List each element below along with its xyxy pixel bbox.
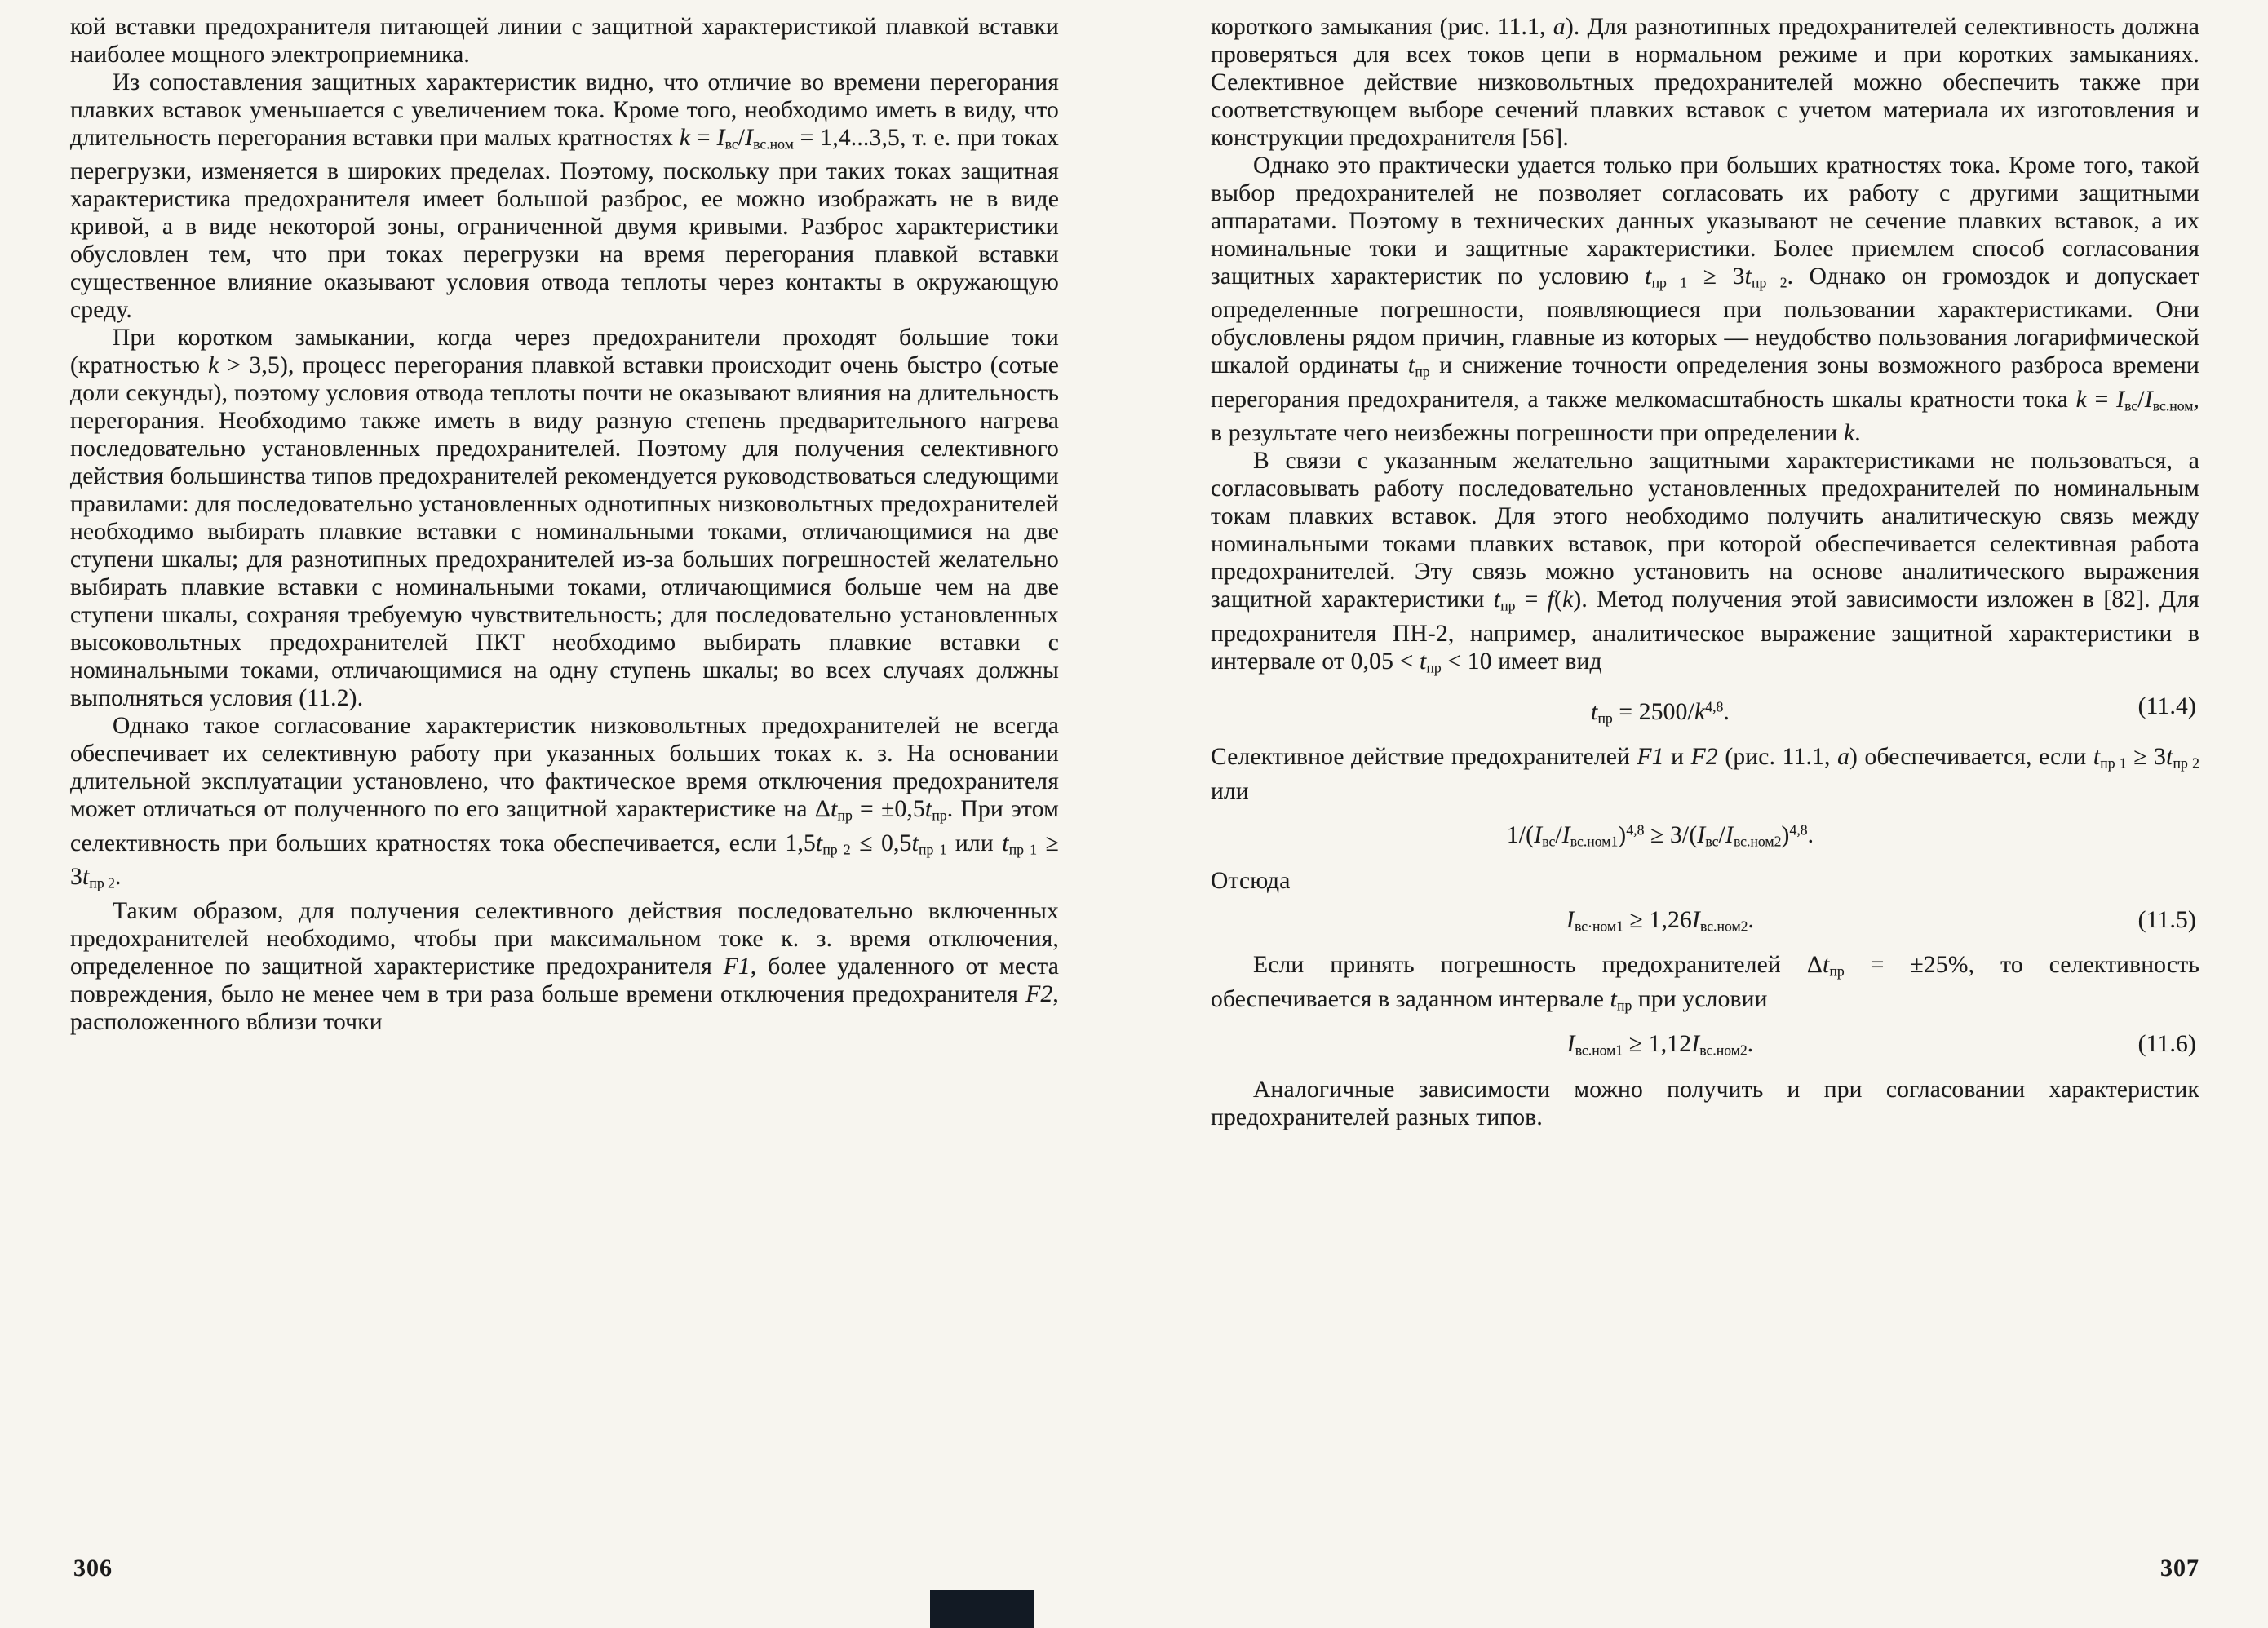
equation-body: $1/(I_{вс}/I_{вс.ном1})^{4,8} \ge 3/(I_{вс}/I_{вс.ном2})^{4,8}$.: [1506, 821, 1814, 850]
page-number-left: 306: [73, 1555, 113, 1582]
equation-body: $I_{вс\cdot ном1} \ge 1,26I_{вс.ном2}$.: [1566, 906, 1755, 935]
scan-artifact-mark: [930, 1590, 1034, 1628]
equation-11-4: [1211, 692, 2199, 732]
equation-number: (11.6): [2137, 1031, 2196, 1058]
paragraph: короткого замыкания (рис. 11.1, а). Для разнотипных предохранителей селективность должна проверяться для всех токов цепи в нормальном режиме и при коротких замыканиях. Селективное действие низковольтных предохранителей можно обеспечить также при соответствующем выборе сечений плавких вставок с учетом материала их изготовления и конструкции предохранителя [56].: [1211, 14, 2199, 151]
equation-number: (11.5): [2137, 906, 2196, 933]
paragraph: Однако это практически удается только при больших кратностях тока. Кроме того, такой выбор предохранителей не позволяет согласовать их работу с другими защитными аппаратами. Поэтому в технических данных указывают не сечение плавких вставок, а их номинальные токи и защитные характеристики. Более приемлем способ согласования защитных характеристик по условию $t_{пр 1} \ge 3t_{пр 2}$. Однако он громоздок и допускает определенные погрешности, появляющиеся при пользовании характеристиками. Они обусловлены рядом причин, главные из которых — неудобство пользования логарифмической шкалой ординаты $t_{пр}$ и снижение точности определения зоны возможного разброса времени перегорания предохранителя, а также мелкомасштабность шкалы кратности тока $k = I_{вс}/I_{вс.ном}$, в результате чего неизбежны погрешности при определении k.: [1211, 153, 2200, 447]
paragraph: Однако такое согласование характеристик низковольтных предохранителей не всегда обеспечивает их селективную работу при указанных больших токах к. з. На основании длительной эксплуатации установлено, что фактическое время отключения предохранителя может отличаться от полученного по его защитной характеристике на $\Delta t_{пр} = \pm 0,5t_{пр}$. При этом селективность при больших кратностях тока обеспечивается, если $1,5t_{пр 2} \le 0,5t_{пр 1}$ или $t_{пр 1} \ge 3t_{пр 2}$.: [70, 713, 1060, 891]
paragraph: В связи с указанным желательно защитными характеристиками не пользоваться, а согласовывать работу последовательно установленных предохранителей по номинальным токам плавких вставок. Для этого необходимо получить аналитическую связь между номинальными токами плавких вставок, при которой обеспечивается селективная работа предохранителей. Эту связь можно установить на основе аналитического выражения защитной характеристики $t_{пр} = f(k)$. Метод получения этой зависимости изложен в [82]. Для предохранителя ПН-2, например, аналитическое выражение защитной характеристики в интервале от $0,05 < t_{пр} < 10$ имеет вид: [1211, 448, 2199, 676]
equation-11-5: [1211, 906, 2199, 940]
paragraph: Если принять погрешность предохранителей $\Delta t_{пр} = \pm 25\%$, то селективность обеспечивается в заданном интервале $t_{пр}$ при условии: [1211, 952, 2199, 1014]
page-right: [1211, 13, 2199, 1131]
paragraph: При коротком замыкании, когда через предохранители проходят большие токи (кратностью k > 3,5), процесс перегорания плавкой вставки происходит очень быстро (сотые доли секунды), поэтому условия отвода теплоты почти не оказывают влияния на длительность перегорания. Необходимо также иметь в виду разную степень предварительного нагрева последовательно установленных предохранителей. Поэтому для получения селективного действия большинства типов предохранителей рекомендуется руководствоваться следующими правилами: для последовательно установленных однотипных низковольтных предохранителей необходимо выбирать плавкие вставки с номинальными токами, отличающимися на две ступени шкалы; для разнотипных предохранителей из-за больших погрешностей желательно выбирать плавкие вставки с номинальными токами, отличающимися больше чем на две ступени шкалы, сохраняя требуемую чувствительность; для последовательно установленных высоковольтных предохранителей ПКТ необходимо выбирать плавкие вставки с номинальными токами, отличающимися на одну ступень шкалы; во всех случаях должны выполняться условия (11.2).: [70, 325, 1059, 712]
paragraph: Аналогичные зависимости можно получить и при согласовании характеристик предохранителей разных типов.: [1211, 1076, 2199, 1130]
equation-number: (11.4): [2137, 693, 2196, 720]
equation-body: $t_{пр} = 2500/k^{4,8}$.: [1591, 698, 1730, 727]
equation-11-6: [1211, 1030, 2199, 1064]
paragraph: Отсюда: [1211, 867, 1291, 894]
paragraph: Из сопоставления защитных характеристик видно, что отличие во времени перегорания плавких вставок уменьшается с увеличением тока. Кроме того, необходимо иметь в виду, что длительность перегорания вставки при малых кратностях $k = I_{вс}/I_{вс.ном} = 1,4...3,5$, т. е. при токах перегрузки, изменяется в широких пределах. Поэтому, поскольку при таких токах защитная характеристика предохранителя имеет большой разброс, ее можно изображать не в виде кривой, а в виде некоторой зоны, ограниченной двумя кривыми. Разброс характеристики обусловлен тем, что при токах перегрузки на время перегорания плавкой вставки существенное влияние оказывают условия отвода теплоты через контакты в окружающую среду.: [70, 69, 1059, 324]
paragraph: Селективное действие предохранителей F1 и F2 (рис. 11.1, а) обеспечивается, если $t_{пр 1} \ge 3t_{пр 2}$ или: [1211, 744, 2199, 804]
page-number-right: 307: [2160, 1555, 2199, 1582]
paragraph: Таким образом, для получения селективного действия последовательно включенных предохранителей необходимо, чтобы при максимальном токе к. з. время отключения, определенное по защитной характеристике предохранителя F1, более удаленного от места повреждения, было не менее чем в три раза больше времени отключения предохранителя F2, расположенного вблизи точки: [70, 897, 1059, 1035]
equation-body: $I_{вс.ном1} \ge 1,12I_{вс.ном2}$.: [1566, 1031, 1754, 1059]
equation-unnumbered: [1211, 816, 2199, 856]
paragraph: кой вставки предохранителя питающей линии с защитной характеристикой плавкой вставки наиболее мощного электроприемника.: [70, 14, 1059, 68]
page-left: [70, 13, 1059, 1036]
